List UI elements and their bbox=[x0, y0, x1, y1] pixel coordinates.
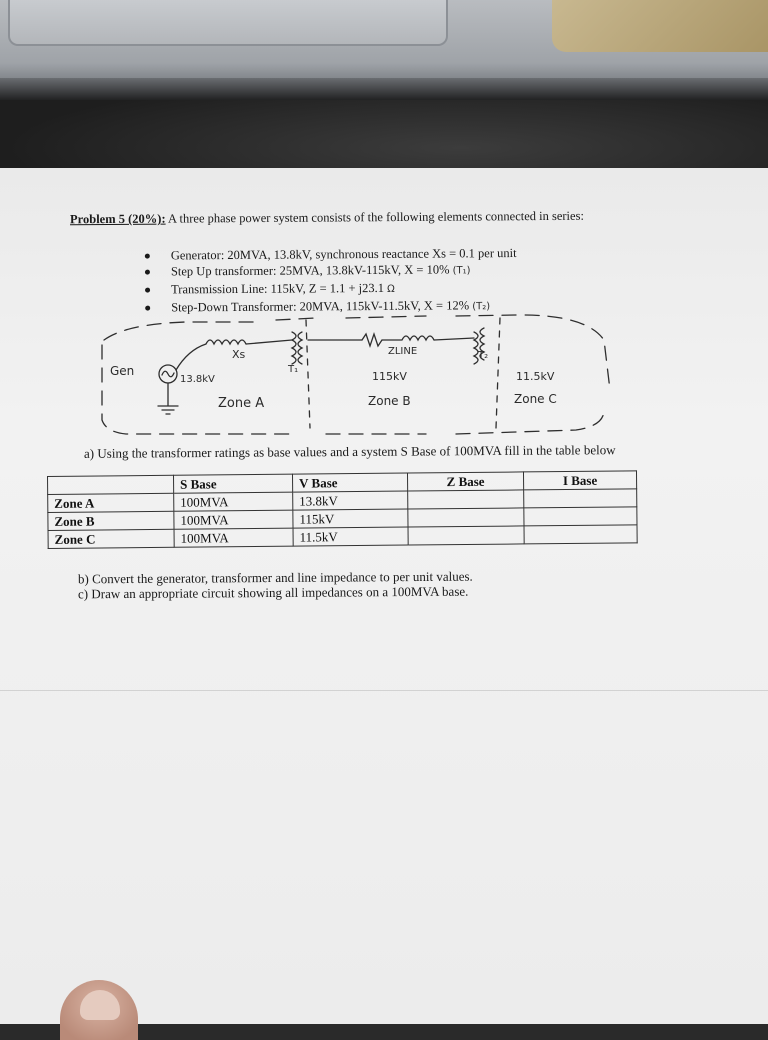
table-cell[interactable] bbox=[408, 526, 524, 545]
zone-b-label: Zone B bbox=[368, 394, 411, 408]
list-item: Step-Down Transformer: 20MVA, 115kV-11.5kV, X = 12% (T₂) bbox=[145, 296, 605, 317]
table-header-cell: V Base bbox=[292, 473, 407, 492]
t1-label: T₁ bbox=[288, 364, 299, 375]
table-cell[interactable] bbox=[524, 489, 637, 508]
problem-title: Problem 5 (20%): bbox=[69, 211, 166, 227]
zone-boundary bbox=[102, 345, 604, 434]
bullet-icon bbox=[145, 254, 150, 259]
table-header-cell: Z Base bbox=[407, 472, 523, 491]
wire bbox=[176, 344, 206, 370]
table-cell[interactable] bbox=[408, 490, 524, 509]
zone-divider bbox=[306, 320, 310, 428]
table-cell: 100MVA bbox=[174, 510, 293, 529]
table-cell: 115kV bbox=[293, 509, 408, 528]
bullet-icon bbox=[145, 270, 150, 275]
handwritten-note: Ω bbox=[387, 283, 395, 295]
list-item: Step Up transformer: 25MVA, 13.8kV-115kV, X = 10% (T₁) bbox=[145, 260, 605, 281]
paper-scrap bbox=[552, 0, 768, 52]
sine-wave-icon bbox=[162, 371, 174, 377]
line-inductor-icon bbox=[382, 336, 434, 340]
table-header-cell: I Base bbox=[523, 471, 636, 490]
generator-voltage-label: 13.8kV bbox=[180, 374, 215, 385]
xs-label: Xs bbox=[232, 348, 246, 361]
laptop-touchpad bbox=[8, 0, 448, 46]
table-cell[interactable] bbox=[408, 508, 524, 527]
element-list bbox=[145, 244, 605, 317]
zone-label-cell: Zone A bbox=[48, 493, 174, 512]
handwritten-note: (T₁) bbox=[452, 265, 471, 277]
generator-label: Gen bbox=[110, 364, 135, 378]
bullet-icon bbox=[145, 288, 150, 293]
table-cell: 13.8kV bbox=[293, 491, 408, 510]
list-item: Transmission Line: 115kV, Z = 1.1 + j23.1 Ω bbox=[145, 278, 605, 299]
table-header-cell bbox=[48, 475, 174, 494]
zline-label: ZLINE bbox=[388, 346, 418, 357]
handwritten-note: (T₂) bbox=[472, 301, 491, 313]
t2-label: T₂ bbox=[478, 350, 489, 361]
zone-label-cell: Zone C bbox=[48, 529, 174, 548]
zone-boundary bbox=[104, 318, 316, 340]
table-cell: 100MVA bbox=[174, 492, 293, 511]
reactance-coil-icon bbox=[206, 340, 246, 344]
laptop-edge bbox=[0, 78, 768, 102]
question-b: b) Convert the generator, transformer and line impedance to per unit values. bbox=[77, 568, 473, 587]
zone-divider bbox=[496, 318, 500, 428]
zone-c-label: Zone C bbox=[514, 392, 557, 406]
table-header-cell: S Base bbox=[173, 474, 292, 493]
line-voltage-label: 115kV bbox=[372, 370, 407, 383]
list-item: Generator: 20MVA, 13.8kV, synchronous reactance Xs = 0.1 per unit bbox=[145, 244, 605, 263]
fold-line bbox=[0, 690, 768, 691]
base-values-table bbox=[47, 470, 638, 549]
zone-label-cell: Zone B bbox=[48, 511, 174, 530]
resistor-icon bbox=[362, 334, 382, 346]
ground-icon bbox=[158, 383, 178, 414]
question-a: a) Using the transformer ratings as base values and a system S Base of 100MVA fill in the table below bbox=[83, 442, 616, 461]
table-cell[interactable] bbox=[524, 525, 637, 544]
transformer-winding-icon bbox=[292, 332, 296, 364]
table-cell[interactable] bbox=[524, 507, 637, 526]
transformer-winding-icon bbox=[298, 332, 302, 364]
circuit-sketch bbox=[96, 310, 616, 440]
wire bbox=[246, 340, 292, 344]
zone-a-label: Zone A bbox=[218, 396, 265, 411]
question-c: c) Draw an appropriate circuit showing all impedances on a 100MVA base. bbox=[77, 583, 469, 602]
table-cell: 100MVA bbox=[174, 528, 293, 547]
wire bbox=[434, 338, 474, 340]
table-cell: 11.5kV bbox=[293, 527, 408, 546]
problem-intro: A three phase power system consists of the following elements connected in series: bbox=[167, 208, 584, 226]
load-voltage-label: 11.5kV bbox=[516, 370, 555, 383]
